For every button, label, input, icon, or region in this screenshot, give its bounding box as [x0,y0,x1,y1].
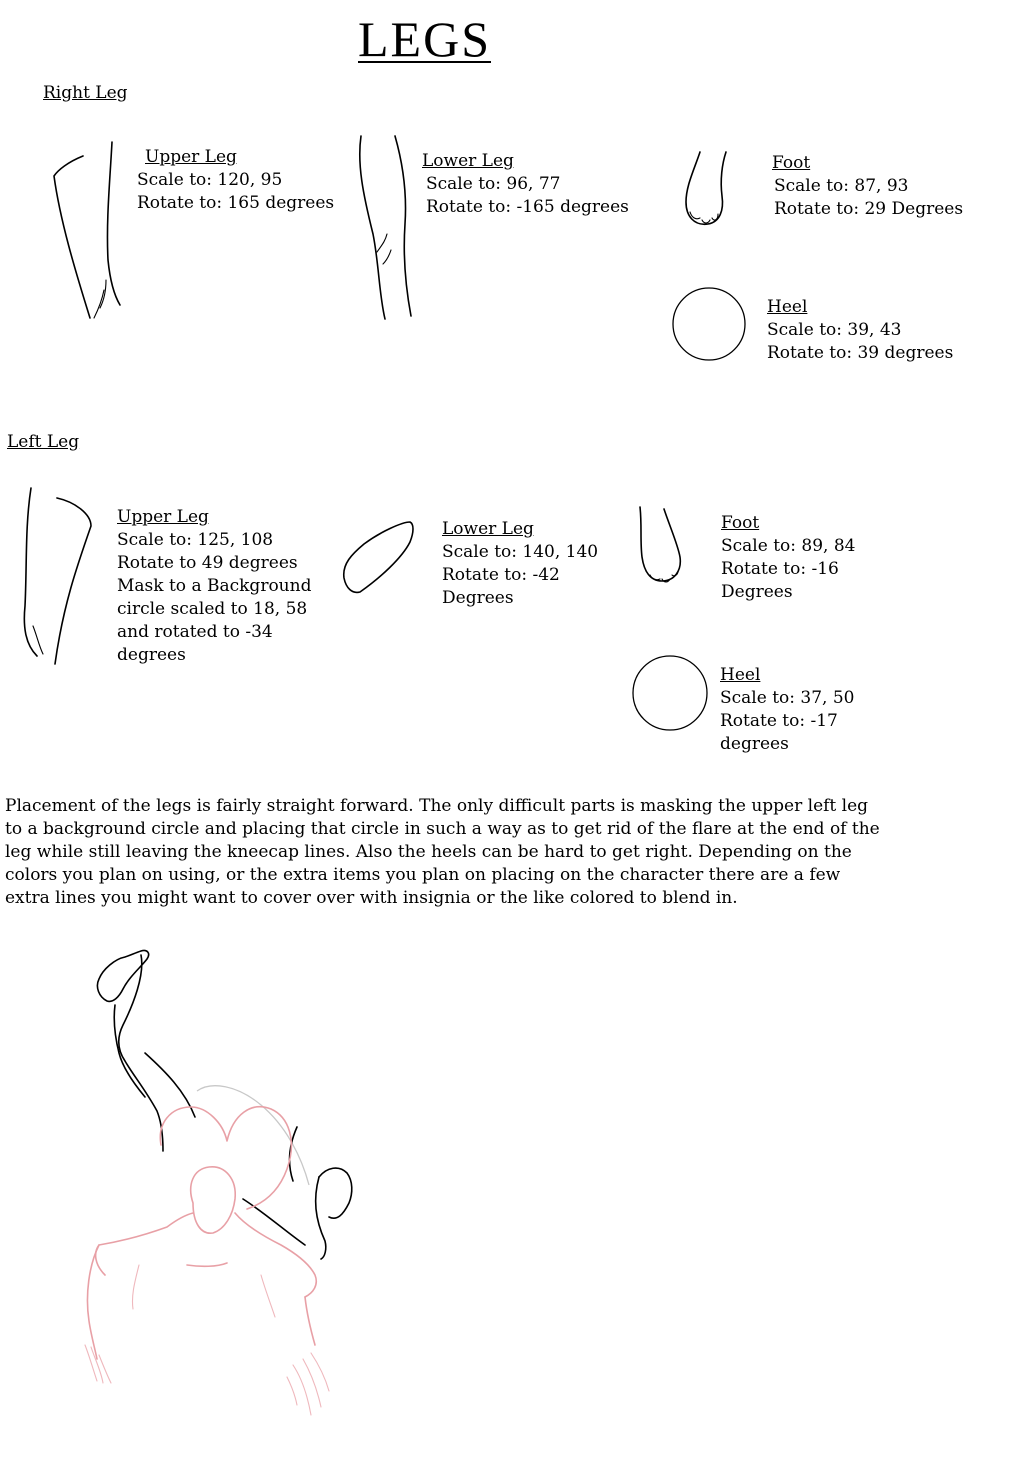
left-lower-leg-heading: Lower Leg [442,519,534,539]
left-foot-line-1: Scale to: 89, 84 [721,536,856,556]
right-lower-leg-drawing [355,134,415,324]
right-upper-leg-scale: Scale to: 120, 95 [137,170,283,190]
right-lower-leg-heading: Lower Leg [422,151,514,171]
left-heel-block [720,664,854,756]
left-heel-line-2: Rotate to: -17 [720,711,838,731]
right-upper-leg-drawing [50,140,130,325]
right-lower-leg-scale: Scale to: 96, 77 [426,174,561,194]
left-foot-line-3: Degrees [721,582,793,602]
mask-guide-arc [197,1086,309,1185]
right-foot-scale: Scale to: 87, 93 [774,176,909,196]
right-lower-leg-rotate: Rotate to: -165 degrees [426,197,629,217]
left-upper-leg-line-4: circle scaled to 18, 58 [117,599,308,619]
left-upper-leg-block [117,506,311,667]
left-heel-heading: Heel [720,665,761,685]
right-leg-label: Right Leg [43,83,128,103]
left-lower-leg-block [442,518,598,610]
left-heel-line-3: degrees [720,734,789,754]
right-heel-heading: Heel [767,297,808,317]
instructions-paragraph: Placement of the legs is fairly straight forward. The only difficult parts is masking the upper left leg to a background circle and placing that circle in such a way as to get rid of the flare at the end of the leg while still leaving the kneecap lines. Also the heels can be hard to get right. Depending on the colors you plan on using, or the extra items you plan on placing on the character there are a few extra lines you might want to cover over with insignia or the like colored to blend in. [5,796,880,908]
left-foot-block [721,512,855,604]
left-lower-leg-drawing [340,518,420,598]
bent-leg [243,1127,352,1259]
right-heel-rotate: Rotate to: 39 degrees [767,343,954,363]
left-upper-leg-line-3: Mask to a Background [117,576,312,596]
left-foot-line-2: Rotate to: -16 [721,559,839,579]
right-upper-leg-block [137,146,334,215]
left-lower-leg-line-2: Rotate to: -42 [442,565,560,585]
left-upper-leg-line-2: Rotate to 49 degrees [117,553,298,573]
right-heel-drawing [670,286,750,366]
right-foot-heading: Foot [772,153,811,173]
right-heel-scale: Scale to: 39, 43 [767,320,902,340]
pink-body [85,1107,329,1415]
left-lower-leg-line-3: Degrees [442,588,514,608]
right-lower-leg-block [420,150,629,219]
left-upper-leg-heading: Upper Leg [117,507,209,527]
right-heel-block [767,296,953,365]
left-foot-heading: Foot [721,513,760,533]
left-heel-line-1: Scale to: 37, 50 [720,688,855,708]
right-foot-drawing [680,150,730,230]
right-upper-leg-rotate: Rotate to: 165 degrees [137,193,335,213]
left-leg-label: Left Leg [7,432,80,452]
right-upper-leg-heading: Upper Leg [145,147,237,167]
right-foot-block [772,152,963,221]
page-title: LEGS [358,11,491,67]
left-upper-leg-drawing [15,486,95,671]
left-foot-drawing [634,505,688,587]
left-upper-leg-line-1: Scale to: 125, 108 [117,530,274,550]
left-heel-drawing [630,654,710,734]
assembled-figure-illustration [75,945,375,1435]
left-upper-leg-line-5: and rotated to -34 [117,622,273,642]
left-lower-leg-line-1: Scale to: 140, 140 [442,542,599,562]
left-upper-leg-line-6: degrees [117,645,186,665]
right-foot-rotate: Rotate to: 29 Degrees [774,199,964,219]
raised-leg [97,950,195,1151]
